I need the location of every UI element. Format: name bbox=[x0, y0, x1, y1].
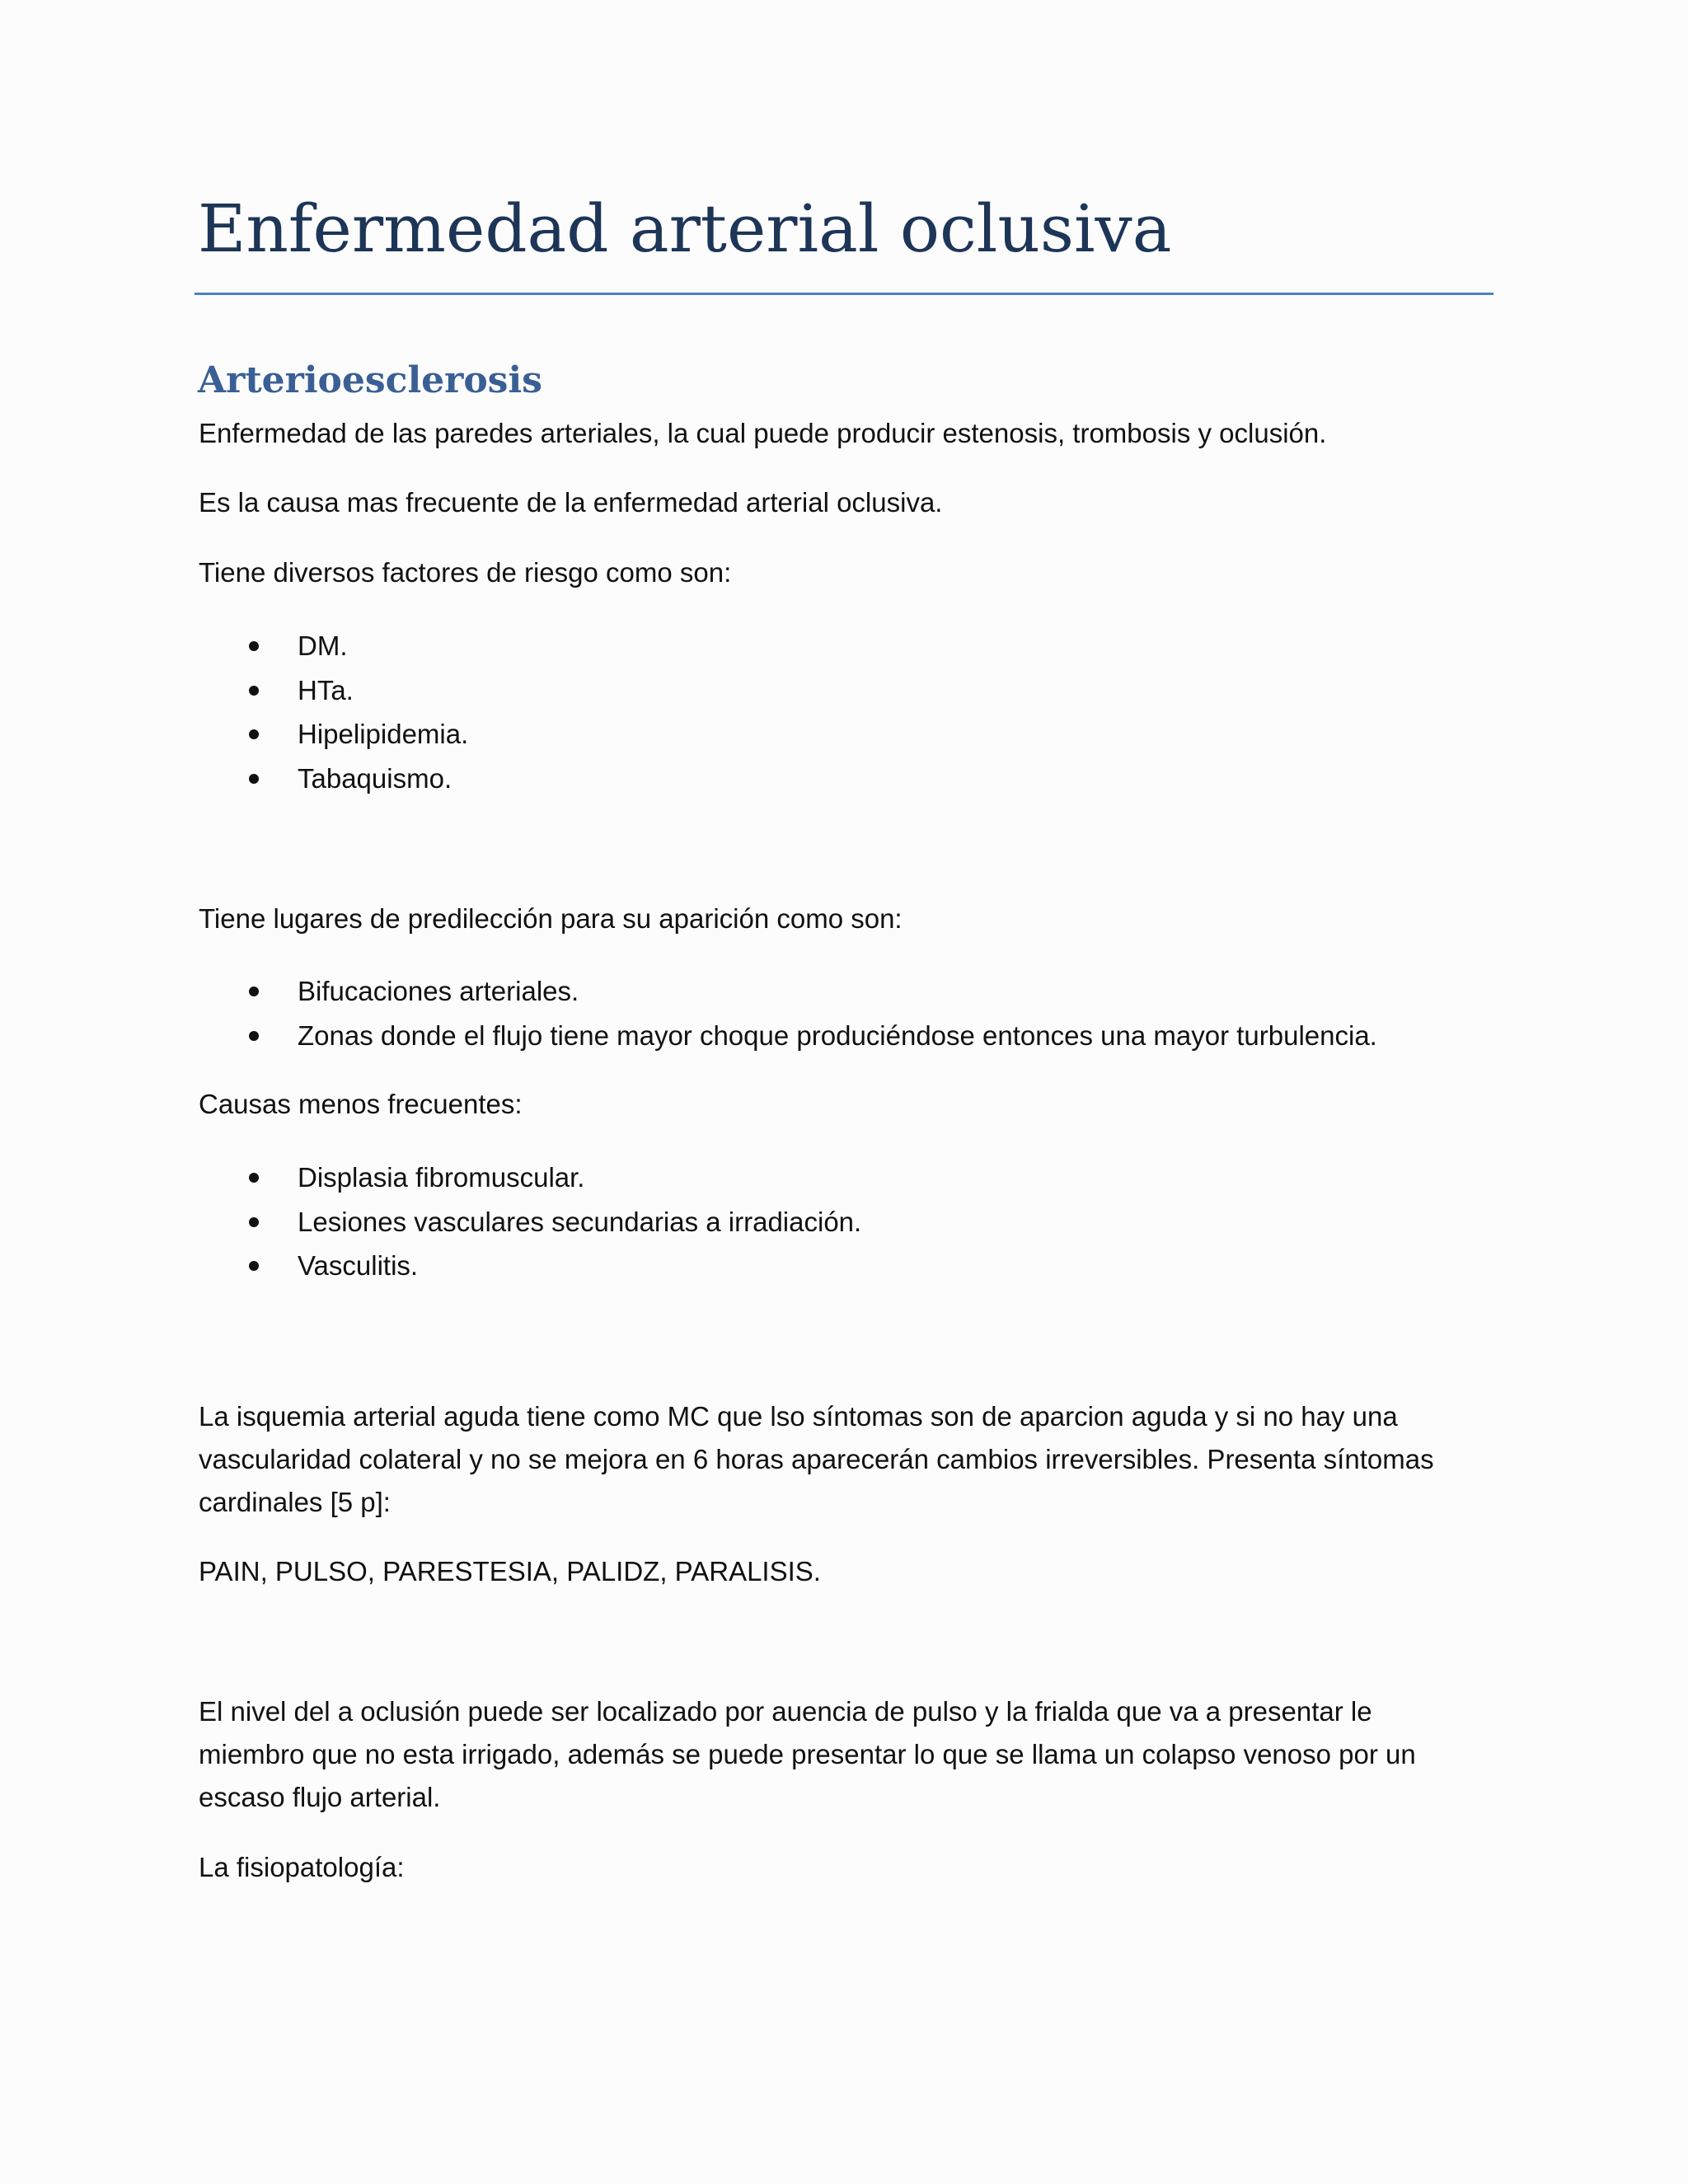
paragraph-cardinal-symptoms: PAIN, PULSO, PARESTESIA, PALIDZ, PARALISIS. bbox=[199, 1556, 821, 1586]
bullet-icon bbox=[249, 774, 259, 784]
list-item-text: DM. bbox=[298, 630, 348, 661]
title-underline bbox=[195, 293, 1493, 295]
paragraph-occlusion-line-2: miembro que no esta irrigado, además se puede presentar lo que se llama un colapso venoso por un bbox=[199, 1739, 1416, 1769]
paragraph-ischemia-line-3: cardinales [5 p]: bbox=[199, 1487, 391, 1517]
bullet-icon bbox=[249, 641, 259, 651]
section-heading: Arterioesclerosis bbox=[198, 359, 542, 401]
bullet-icon bbox=[249, 1261, 259, 1271]
list-item-text: Hipelipidemia. bbox=[298, 719, 469, 749]
list-item-text: Displasia fibromuscular. bbox=[298, 1162, 585, 1193]
document-title: Enfermedad arterial oclusiva bbox=[198, 190, 1172, 267]
list-item-text: Tabaquismo. bbox=[298, 762, 452, 794]
list-item-text: Lesiones vasculares secundarias a irradiación. bbox=[298, 1206, 862, 1237]
bullet-icon bbox=[249, 686, 259, 696]
paragraph-definition: Enfermedad de las paredes arteriales, la cual puede producir estenosis, trombosis y oclusión. bbox=[199, 418, 1327, 448]
bullet-icon bbox=[249, 987, 259, 996]
paragraph-ischemia-line-2: vascularidad colateral y no se mejora en 6 horas aparecerán cambios irreversibles. Presenta síntomas bbox=[199, 1444, 1434, 1474]
paragraph-predilection-intro: Tiene lugares de predilección para su aparición como son: bbox=[199, 903, 903, 934]
bullet-icon bbox=[249, 729, 259, 739]
paragraph-ischemia-line-1: La isquemia arterial aguda tiene como MC que lso síntomas son de aparcion aguda y si no hay una bbox=[199, 1401, 1398, 1432]
paragraph-risk-intro: Tiene diversos factores de riesgo como son: bbox=[199, 557, 732, 588]
list-item-text: Vasculitis. bbox=[298, 1250, 419, 1281]
paragraph-occlusion-line-1: El nivel del a oclusión puede ser localizado por auencia de pulso y la frialda que va a presentar le bbox=[199, 1696, 1372, 1727]
list-item-text: Zonas donde el flujo tiene mayor choque produciéndose entonces una mayor turbulencia. bbox=[298, 1019, 1377, 1051]
paragraph-pathophysiology: La fisiopatología: bbox=[199, 1852, 405, 1882]
paragraph-occlusion-line-3: escaso flujo arterial. bbox=[199, 1782, 441, 1812]
bullet-icon bbox=[249, 1217, 259, 1227]
list-item-text: HTa. bbox=[298, 674, 354, 705]
list-item-text: Bifucaciones arteriales. bbox=[298, 976, 579, 1006]
paragraph-frequency: Es la causa mas frecuente de la enfermedad arterial oclusiva. bbox=[199, 487, 943, 518]
bullet-icon bbox=[249, 1031, 259, 1041]
bullet-icon bbox=[249, 1173, 259, 1183]
paragraph-less-frequent-intro: Causas menos frecuentes: bbox=[199, 1089, 523, 1119]
